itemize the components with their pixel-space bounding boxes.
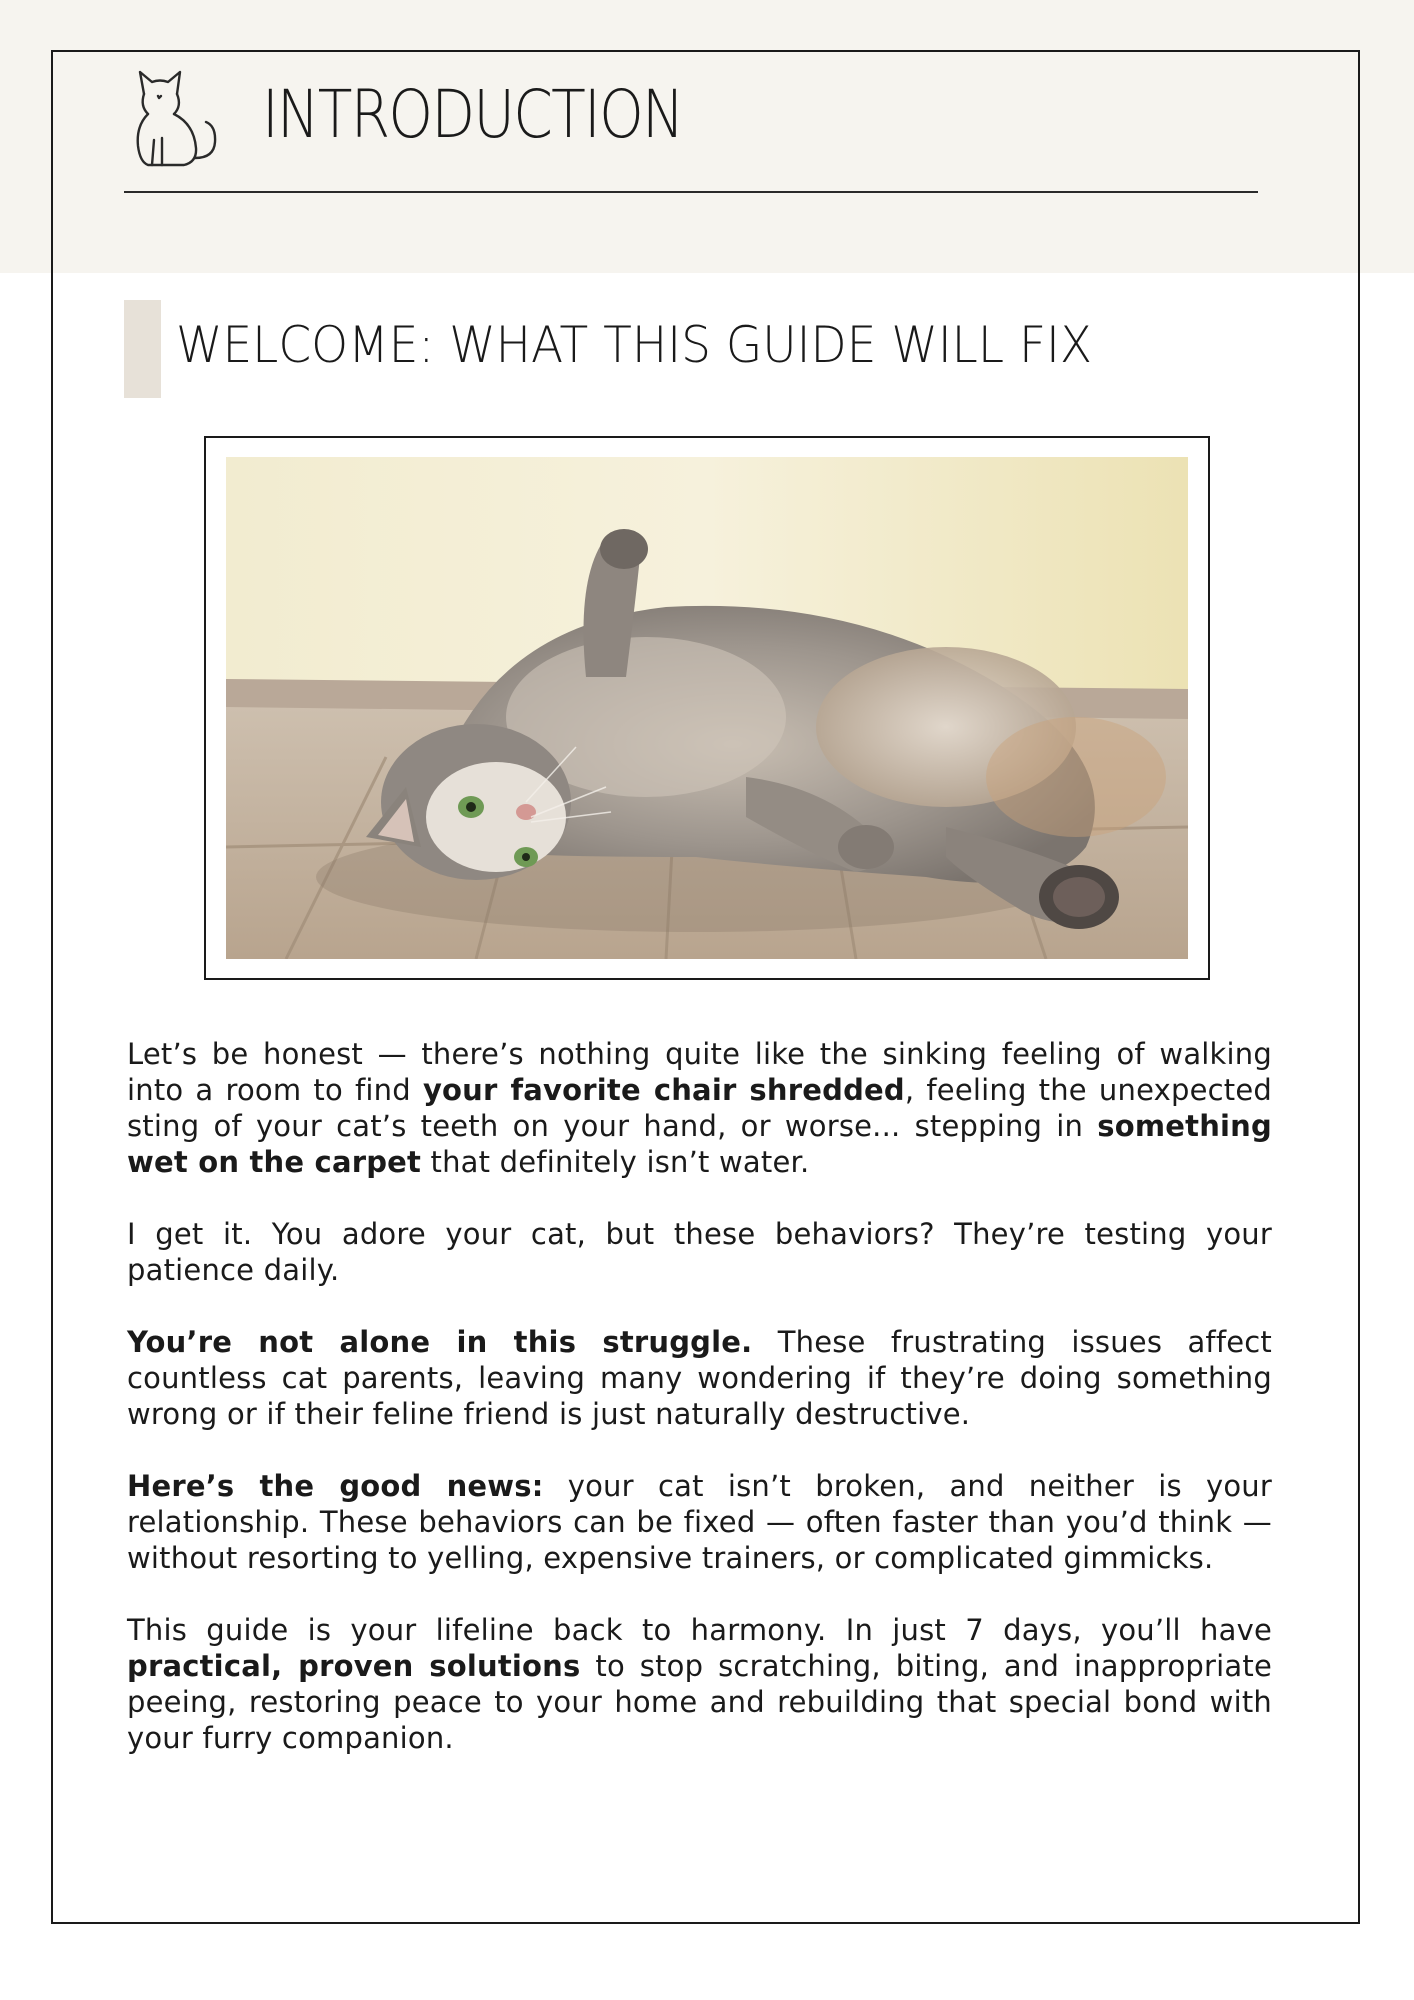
paragraph-4 xyxy=(127,1468,1272,1576)
bold-phrase: something wet on the carpet xyxy=(127,1109,1272,1179)
paragraph-2 xyxy=(127,1216,1272,1288)
header-divider xyxy=(124,191,1258,193)
bold-phrase: Here’s the good news: xyxy=(127,1469,544,1503)
paragraph-5 xyxy=(127,1612,1272,1756)
paragraph-3 xyxy=(127,1324,1272,1432)
paragraph-1 xyxy=(127,1036,1272,1180)
text-run: This guide is your lifeline back to harmony. In just 7 days, you’ll have xyxy=(127,1613,1272,1647)
section-title: WELCOME: WHAT THIS GUIDE WILL FIX xyxy=(176,316,1093,374)
cat-photo xyxy=(226,457,1188,959)
photo-frame xyxy=(204,436,1210,980)
text-run: I get it. You adore your cat, but these behaviors? They’re testing your patience daily. xyxy=(127,1217,1272,1287)
text-run: that definitely isn’t water. xyxy=(421,1145,810,1179)
body-text xyxy=(127,1036,1272,1792)
text-run: These frustrating issues affect countless cat parents, leaving many wondering if they’re doing something wrong or if their feline friend is just naturally destructive. xyxy=(127,1325,1272,1431)
bold-phrase: your favorite chair shredded xyxy=(422,1073,905,1107)
chapter-title: INTRODUCTION xyxy=(262,76,683,153)
text-run: to stop scratching, biting, and inappropriate peeing, restoring peace to your home and rebuilding that special bond with your furry companion. xyxy=(127,1649,1272,1755)
bold-phrase: practical, proven solutions xyxy=(127,1649,581,1683)
bold-phrase: You’re not alone in this struggle. xyxy=(127,1325,753,1359)
text-run: Let’s be honest — there’s nothing quite like the sinking feeling of walking into a room to find xyxy=(127,1037,1272,1107)
text-run: your cat isn’t broken, and neither is your relationship. These behaviors can be fixed — often faster than you’d think —without resorting to yelling, expensive trainers, or complicated gimmicks. xyxy=(127,1469,1272,1575)
cat-silhouette-icon xyxy=(122,66,222,170)
section-marker xyxy=(124,300,161,398)
text-run: , feeling the unexpected sting of your cat’s teeth on your hand, or worse... stepping in xyxy=(127,1073,1272,1143)
